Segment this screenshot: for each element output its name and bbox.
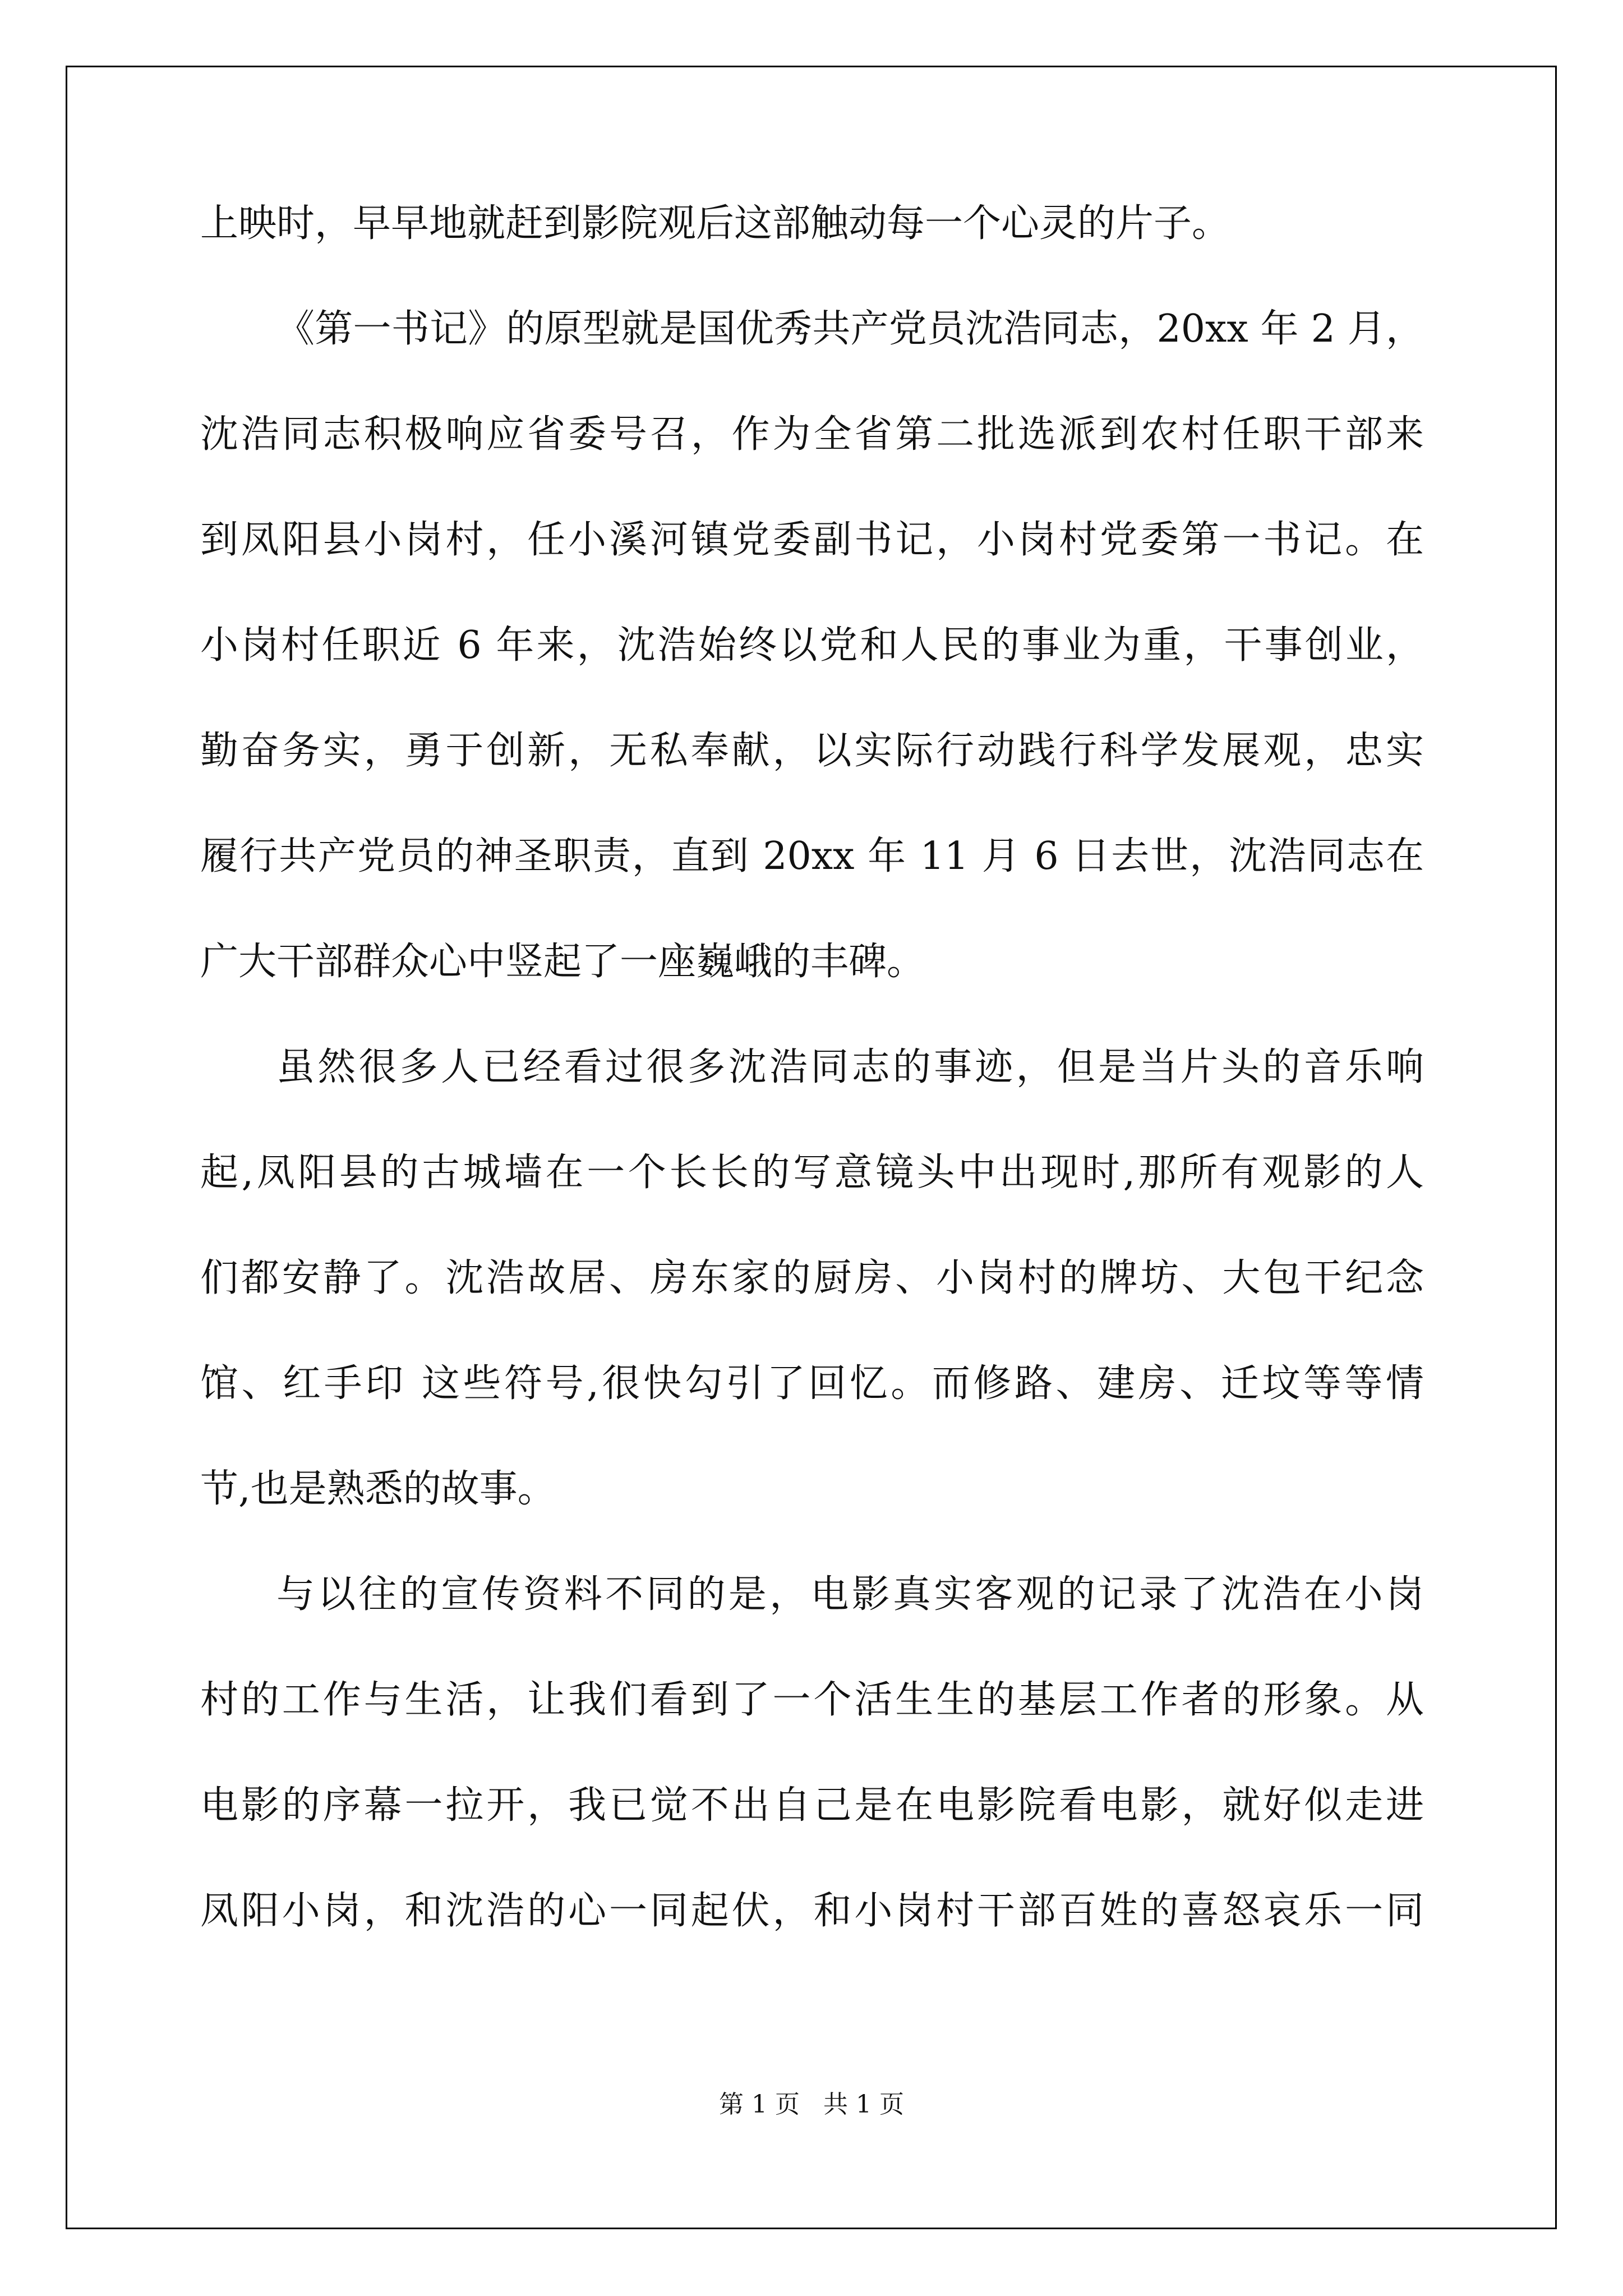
text-line: 沈浩同志积极响应省委号召，作为全省第二批选派到农村任职干部来 <box>200 412 1424 457</box>
text-line: 凤阳小岗，和沈浩的心一同起伏，和小岗村干部百姓的喜怒哀乐一同 <box>200 1889 1424 1933</box>
text-line: 到凤阳县小岗村，任小溪河镇党委副书记，小岗村党委第一书记。在 <box>200 518 1424 562</box>
text-line: 勤奋务实，勇于创新，无私奉献，以实际行动践行科学发展观，忠实 <box>200 729 1424 773</box>
document-body <box>200 197 1424 1990</box>
text-line: 广大干部群众心中竖起了一座巍峨的丰碑。 <box>200 940 925 984</box>
text-line: 小岗村任职近 6 年来，沈浩始终以党和人民的事业为重，干事创业， <box>200 623 1424 668</box>
text-line: 村的工作与生活，让我们看到了一个活生生的基层工作者的形象。从 <box>200 1678 1424 1722</box>
text-line: 上映时，早早地就赶到影院观后这部触动每一个心灵的片子。 <box>200 201 1230 246</box>
text-line: 履行共产党员的神圣职责，直到 20xx 年 11 月 6 日去世，沈浩同志在 <box>200 834 1424 878</box>
page-footer: 第 1 页 共 1 页 <box>719 2090 904 2119</box>
text-line: 虽然很多人已经看过很多沈浩同志的事迹，但是当片头的音乐响 <box>276 1045 1424 1089</box>
text-line: 与以往的宣传资料不同的是，电影真实客观的记录了沈浩在小岗 <box>276 1572 1424 1617</box>
text-line: 电影的序幕一拉开，我已觉不出自己是在电影院看电影，就好似走进 <box>200 1783 1424 1828</box>
text-line: 起,凤阳县的古城墙在一个长长的写意镜头中出现时,那所有观影的人 <box>200 1151 1424 1195</box>
text-line: 馆、红手印 这些符号,很快勾引了回忆。而修路、建房、迁坟等等情 <box>200 1361 1424 1406</box>
text-line: 《第一书记》的原型就是国优秀共产党员沈浩同志，20xx 年 2 月， <box>276 307 1424 351</box>
text-line: 们都安静了。沈浩故居、房东家的厨房、小岗村的牌坊、大包干纪念 <box>200 1256 1424 1300</box>
text-line: 节,也是熟悉的故事。 <box>200 1467 556 1511</box>
